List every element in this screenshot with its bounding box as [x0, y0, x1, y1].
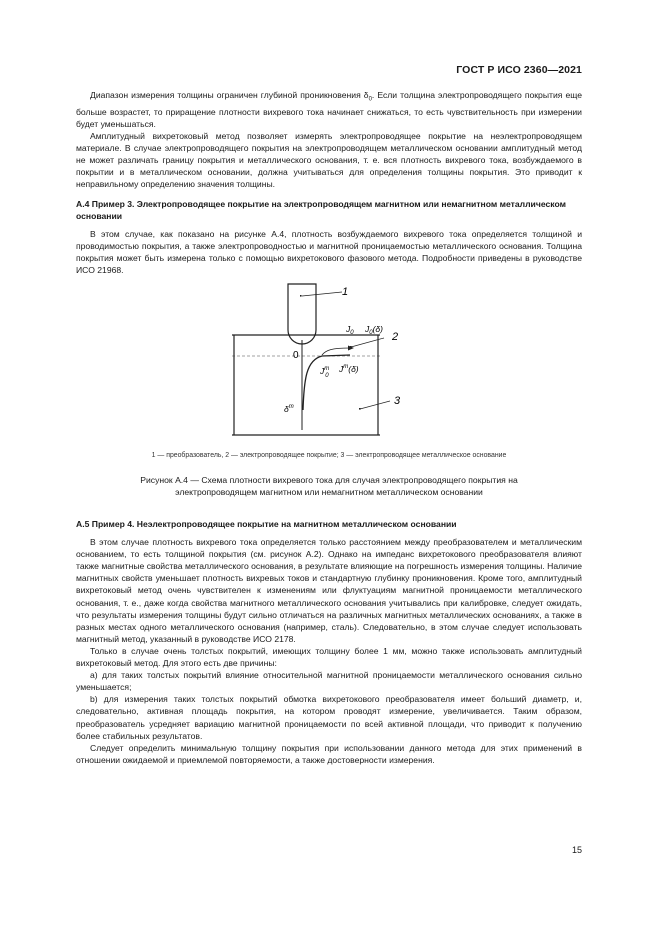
- figure-caption: [76, 474, 582, 498]
- list-item-a: а) для таких толстых покрытий влияние относительной магнитной проницаемости металлического основания сильно уменьшается;: [76, 670, 582, 693]
- heading-example-3: А.4 Пример 3. Электропроводящее покрытие на электропроводящем магнитном или немагнитном металлическом основании: [76, 199, 566, 222]
- label-delta-m: $\delta^m$: [284, 404, 294, 414]
- label-jm0: $J^m$ 0: [320, 366, 330, 379]
- paragraph-thick-coatings: Только в случае очень толстых покрытий, имеющих толщину более 1 мм, можно также использовать амплитудный вихретоковый метод. Для этого есть две причины:: [76, 645, 582, 669]
- label-3: 3: [394, 395, 401, 407]
- paragraph-text: Диапазон измерения толщины ограничен глубиной проникновения δ: [90, 90, 369, 100]
- paragraph-penetration-depth: [76, 89, 582, 130]
- page-number: 15: [571, 845, 582, 855]
- caption-line: Рисунок А.4 — Схема плотности вихревого тока для случая электропроводящего покрытия на: [140, 475, 518, 485]
- label-j0-delta: $J_0(\delta)$: [365, 324, 383, 336]
- label-zero: 0: [293, 350, 299, 361]
- paragraph-example-3: В этом случае, как показано на рисунке А.4, плотность возбуждаемого вихревого тока определяется толщиной и проводимостью покрытия, а также электропроводностью и магнитной проницаемостью металлического основания. Толщина покрытия может быть измерена только с помощью вихретокового фазового метода. Подробности приведены в руководстве ИСО 21968.: [76, 229, 582, 276]
- paragraph-example-4: В этом случае плотность вихревого тока определяется только расстоянием между преобразователем и металлическим основанием, то есть толщиной покрытия (см. рисунок А.2). Однако на импеданс вихретокового преобразователя влияют также магнитные свойства металлического основания, в результате влияющие на погрешность измерения толщины. Наличие магнитных свойств уменьшает плотность вихревых токов и стандартную глубинку проникновения. Кроме того, амплитудный вихретоковый метод очень чувствителен к изменениям или флуктуациям магнитной проницаемости металлического основания, т. е., даже когда свойства магнитного металлического основания учитывались при калибровке, следует ожидать, что результаты измерения толщины будут сильно отличаться на различных магнитных металлических основаниях, а также в разных местах одного металлического основания (например, сталь). Следовательно, в этом случае следует использовать магнитный метод, указанный в руководстве ИСО 2178.: [76, 537, 582, 644]
- figure-legend: 1 — преобразователь, 2 — электропроводящее покрытие; 3 — электропроводящее металлическое основание: [151, 452, 507, 459]
- leader-line-1: [302, 292, 342, 296]
- caption-line: электропроводящем магнитном или немагнитном металлическом основании: [175, 487, 483, 497]
- leader-line-3: [360, 401, 390, 409]
- list-item-b: b) для измерения таких толстых покрытий обмотка вихретокового преобразователя имеет больший диаметр, и, следовательно, активная площадь покрытия, на котором проводят измерение, увеличивается. Таким образом, преобразователь усредняет вариацию магнитной проницаемости по всей активной площади, что приводит к получению более стабильных результатов.: [76, 694, 582, 741]
- label-2: 2: [392, 331, 399, 343]
- section-example-4: [76, 518, 582, 766]
- paragraph-text: . Если толщина электропроводящего покрытия еще больше возрастет, то приращение плотности вихревого тока начинает снижаться, то есть чувствительность при измерении будет уменьшаться.: [76, 90, 582, 129]
- document-code: ГОСТ Р ИСО 2360—2021: [456, 64, 582, 76]
- paragraph-conclusion: Следует определить минимальную толщину покрытия при использовании данного метода для этих применений в отношении ожидаемой и приемлемой повторяемости, а также достоверности измерения.: [76, 742, 582, 765]
- coating-density-curve: [322, 348, 350, 355]
- eddy-current-diagram: [232, 280, 401, 440]
- heading-example-4: А.5 Пример 4. Неэлектропроводящее покрытие на магнитном металлическом основании: [76, 519, 457, 529]
- subscript: 0: [368, 96, 372, 103]
- label-j0: $J_0$: [346, 324, 354, 336]
- label-1: 1: [342, 286, 349, 298]
- label-jm-delta: $J^m(\delta)$: [339, 364, 359, 374]
- figure-a4: [232, 280, 401, 445]
- section-example-3: [76, 198, 582, 277]
- section-thickness-range: [76, 89, 582, 190]
- paragraph-amplitude-method: Амплитудный вихретоковый метод позволяет измерять электропроводящее покрытие на неэлектропроводящем материале. В случае электропроводящего покрытия на электропроводящем металлическом основании амплитудный метод не может различать границу покрытия и металлического основания, т. е. вся плотность вихревого тока, возбуждаемого в покрытии и в металлическом основании, должна учитываться для определения толщины покрытия. Это приводит к неправильному определению значения толщины.: [76, 131, 582, 190]
- leader-line-2: [351, 338, 384, 347]
- probe-marker: [300, 295, 302, 297]
